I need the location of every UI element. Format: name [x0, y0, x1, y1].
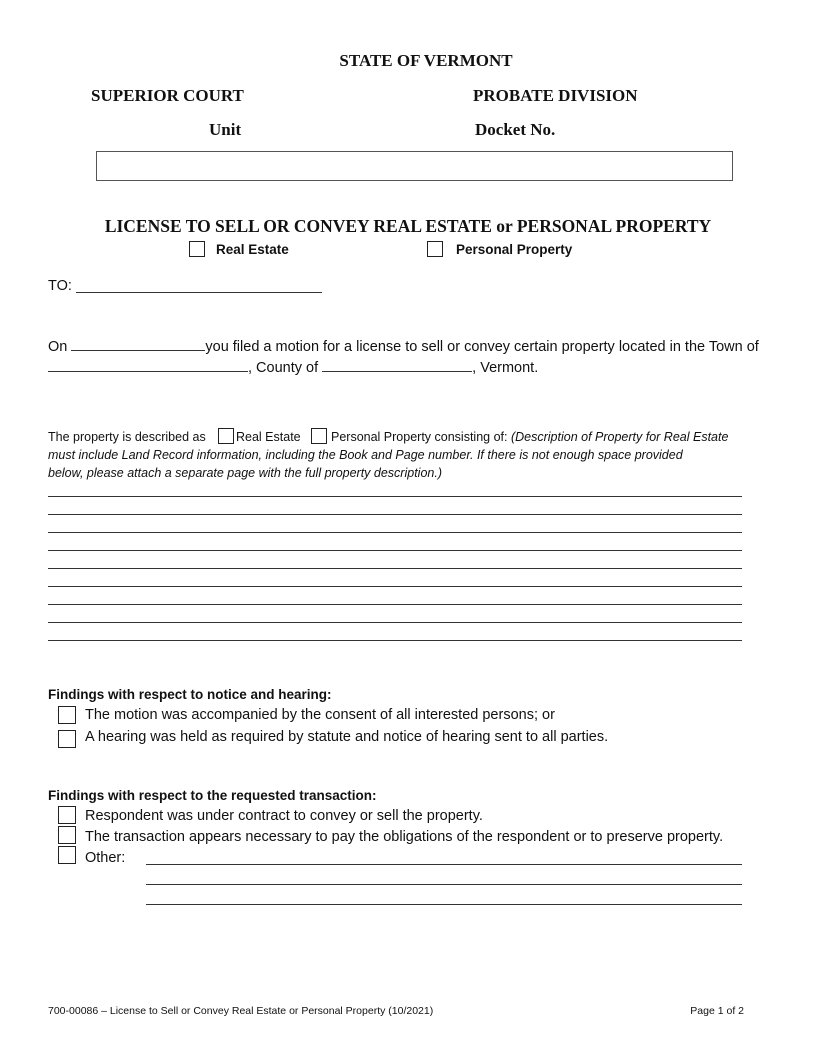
court-label: SUPERIOR COURT — [91, 86, 244, 105]
property-intro-line — [48, 430, 206, 444]
property-instruction-1: (Description of Property for Real Estate — [510, 430, 729, 444]
description-line[interactable] — [48, 514, 742, 515]
footer-form-id: 700-00086 – License to Sell or Convey Real Estate or Personal Property (10/2021) — [48, 1005, 434, 1017]
property-real-estate-label: Real Estate — [236, 430, 301, 444]
motion-text: you filed a motion for a license to sell or convey certain property located in the Town of — [205, 339, 759, 355]
caption-box[interactable] — [96, 151, 733, 181]
state-heading: STATE OF VERMONT — [339, 51, 513, 70]
description-line[interactable] — [48, 622, 742, 623]
obligations-option: The transaction appears necessary to pay the obligations of the respondent or to preserve property. — [85, 829, 724, 845]
consent-option: The motion was accompanied by the consent of all interested persons; or — [85, 707, 555, 723]
docket-label: Docket No. — [475, 120, 556, 139]
motion-line-1 — [48, 336, 759, 355]
contract-option: Respondent was under contract to convey or sell the property. — [85, 808, 483, 824]
description-line[interactable] — [48, 532, 742, 533]
property-personal-line — [331, 430, 728, 444]
property-personal-checkbox[interactable] — [311, 428, 327, 444]
other-line[interactable] — [146, 904, 742, 905]
county-label: , County of — [248, 360, 319, 376]
obligations-checkbox[interactable] — [58, 826, 76, 844]
hearing-checkbox[interactable] — [58, 730, 76, 748]
property-instruction-2: must include Land Record information, including the Book and Page number. If there is not enough space provided — [48, 448, 683, 462]
property-real-estate-checkbox[interactable] — [218, 428, 234, 444]
other-line[interactable] — [146, 884, 742, 885]
description-line[interactable] — [48, 496, 742, 497]
property-instruction-3: below, please attach a separate page with the full property description.) — [48, 466, 442, 480]
consent-checkbox[interactable] — [58, 706, 76, 724]
county-field[interactable] — [322, 357, 472, 372]
motion-date-field[interactable] — [71, 336, 205, 351]
property-intro: The property is described as — [48, 430, 206, 444]
real-estate-checkbox[interactable] — [189, 241, 205, 257]
unit-label: Unit — [209, 120, 242, 139]
other-line[interactable] — [146, 864, 742, 865]
description-line[interactable] — [48, 640, 742, 641]
other-checkbox[interactable] — [58, 846, 76, 864]
description-line[interactable] — [48, 604, 742, 605]
real-estate-label: Real Estate — [216, 242, 289, 257]
other-label: Other: — [85, 850, 126, 866]
motion-line-2 — [48, 357, 538, 376]
contract-checkbox[interactable] — [58, 806, 76, 824]
hearing-option: A hearing was held as required by statute and notice of hearing sent to all parties. — [85, 729, 609, 745]
description-line[interactable] — [48, 568, 742, 569]
vermont-label: , Vermont. — [472, 360, 539, 376]
description-line[interactable] — [48, 550, 742, 551]
to-label: TO: — [48, 278, 72, 294]
transaction-heading: Findings with respect to the requested transaction: — [48, 788, 377, 803]
notice-heading: Findings with respect to notice and hearing: — [48, 687, 332, 702]
description-line[interactable] — [48, 586, 742, 587]
division-label: PROBATE DIVISION — [473, 86, 638, 105]
to-field[interactable] — [76, 292, 322, 293]
personal-property-label: Personal Property — [456, 242, 573, 257]
footer-page-number: Page 1 of 2 — [690, 1005, 744, 1017]
personal-property-checkbox[interactable] — [427, 241, 443, 257]
town-field[interactable] — [48, 357, 248, 372]
form-title: LICENSE TO SELL OR CONVEY REAL ESTATE or PERSONAL PROPERTY — [104, 216, 712, 236]
on-label: On — [48, 339, 68, 355]
property-personal-label: Personal Property consisting of: — [331, 430, 508, 444]
